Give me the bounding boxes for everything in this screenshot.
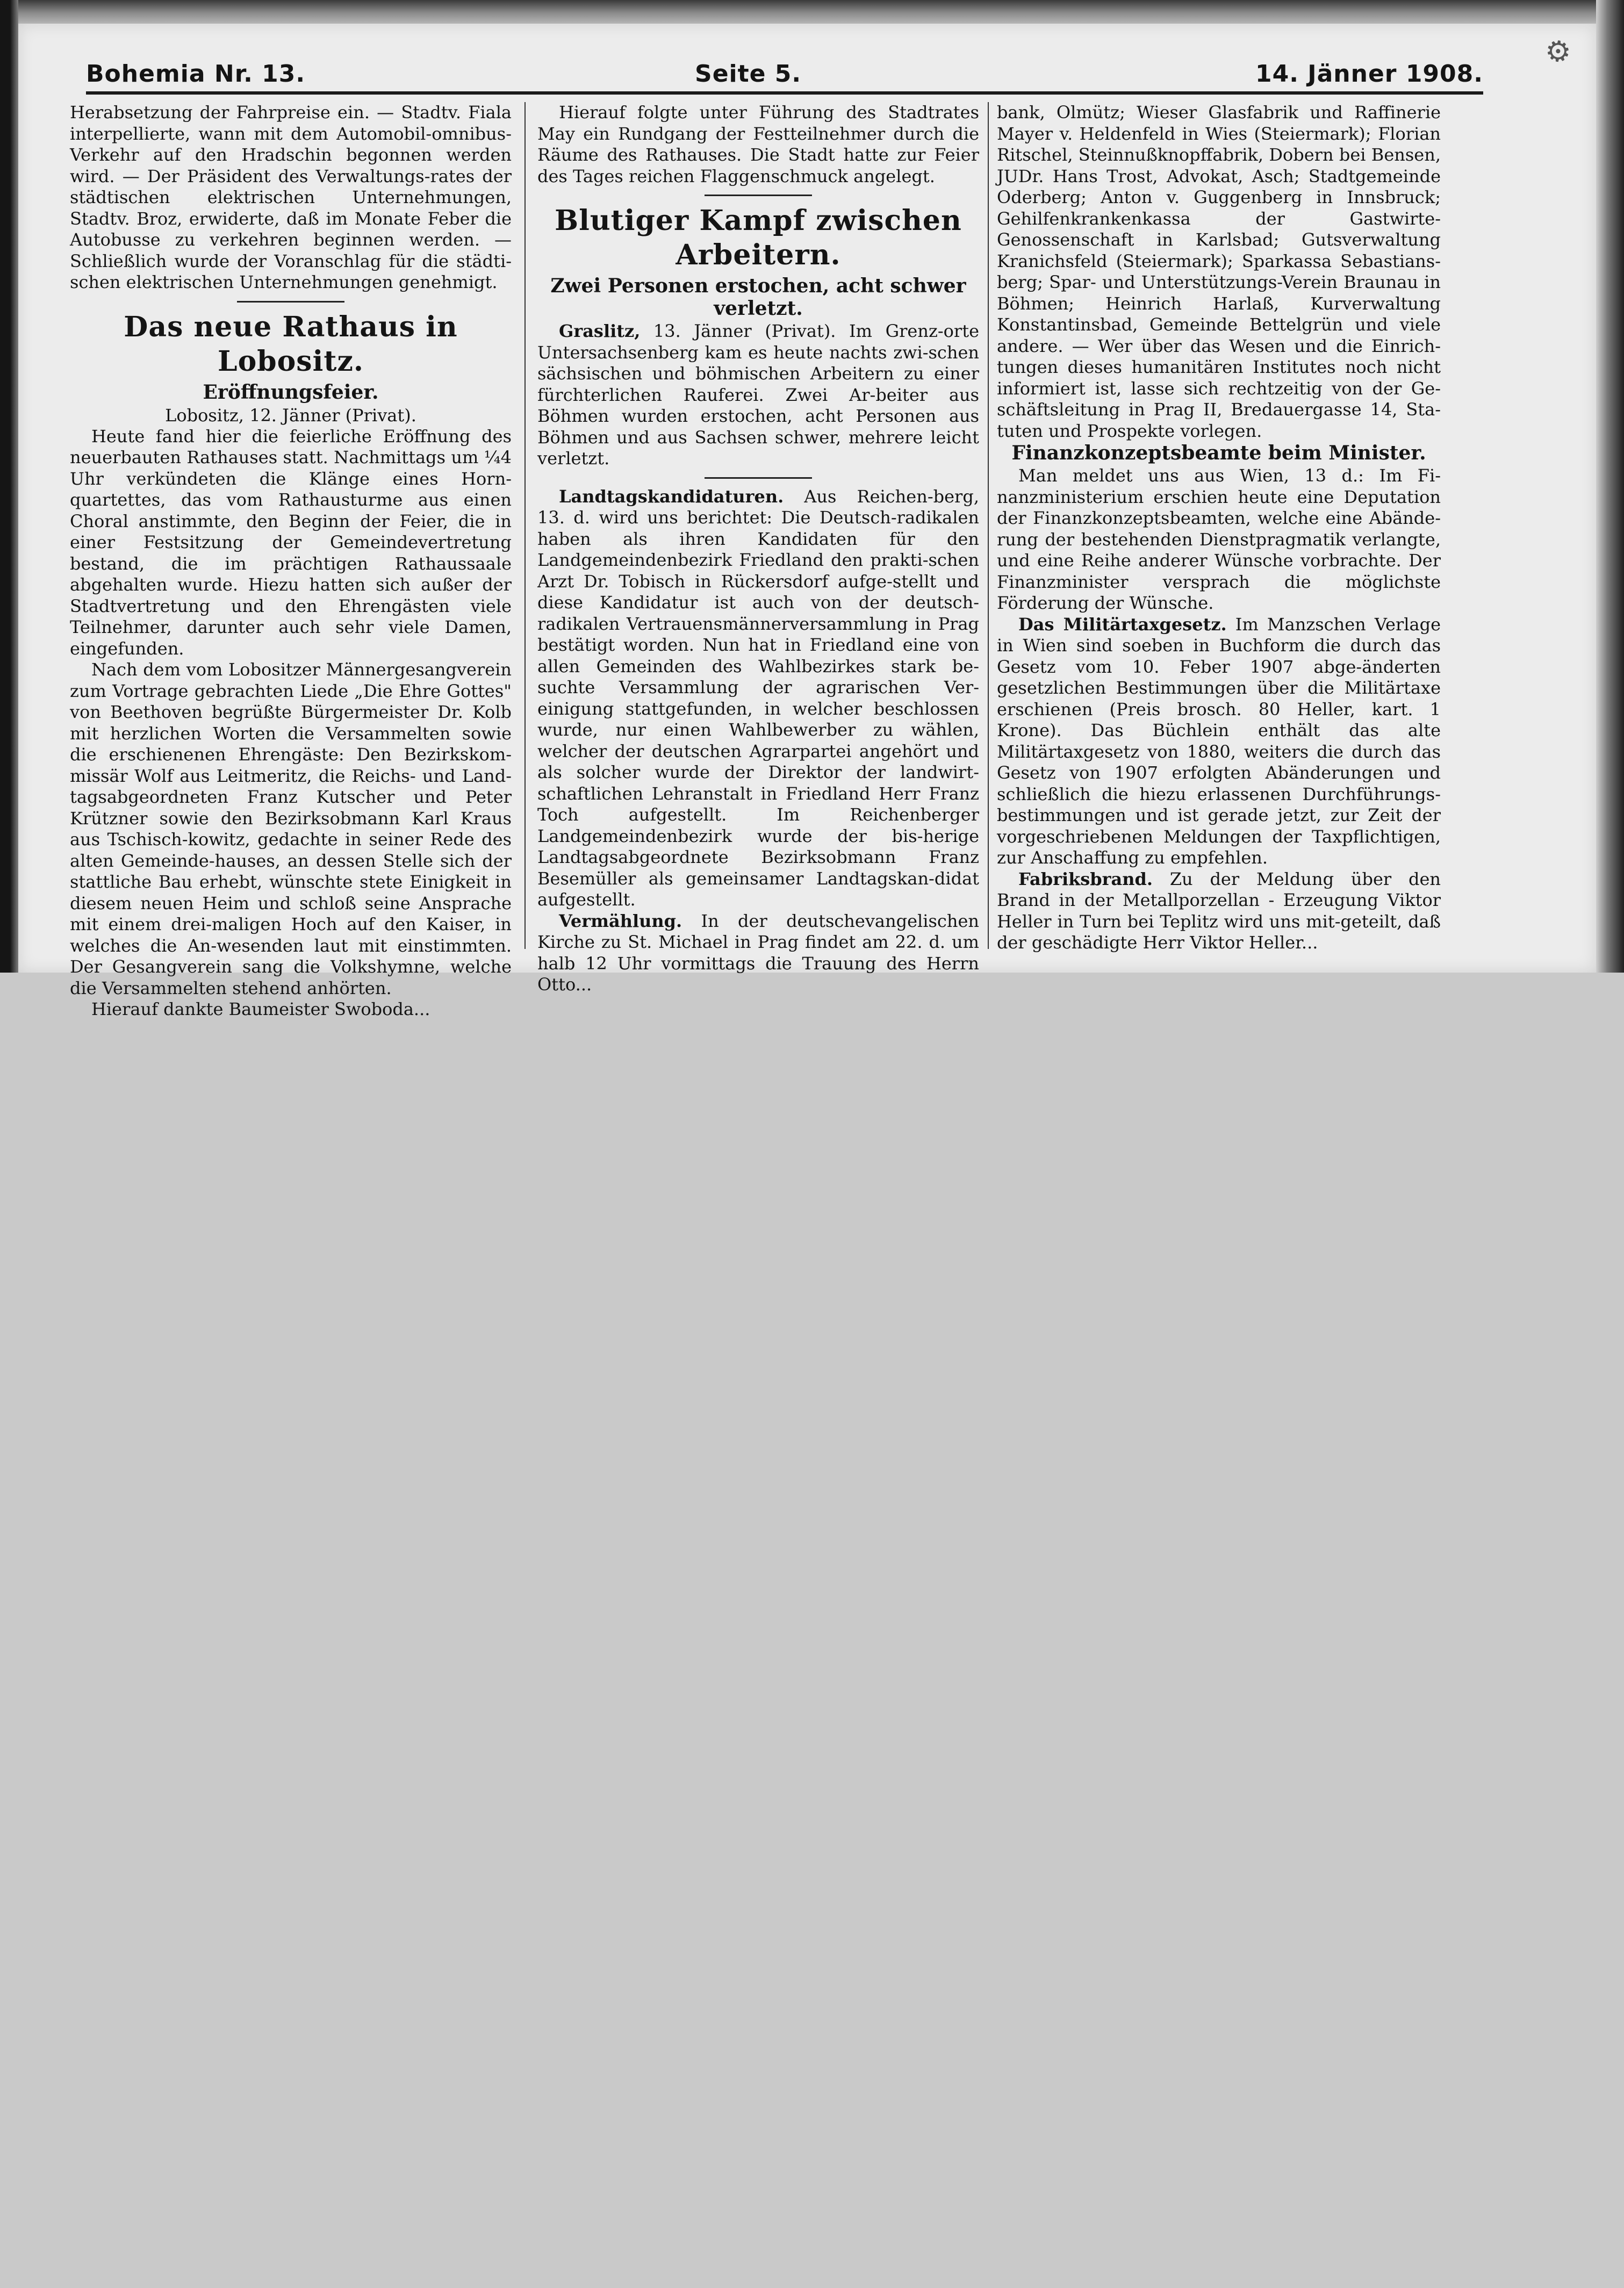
article-text: In der deutschevangelischen Kirche zu St. Michael in Prag findet am 22. d. um halb 12 Uhr vormittags die Trauung des Herrn Otto... bbox=[537, 910, 979, 995]
article-separator bbox=[237, 301, 344, 303]
article-keyword: Das Militärtaxgesetz. bbox=[1018, 614, 1227, 635]
column-3 bbox=[997, 102, 1441, 953]
column-1 bbox=[70, 102, 512, 1019]
header-date: 14. Jänner 1908. bbox=[1255, 60, 1483, 88]
article-separator bbox=[705, 477, 812, 479]
article-text: Heute fand hier die feierliche Eröffnung des neuerbauten Rathauses statt. Nachmittags um ¼4 Uhr verkündeten die Klänge eines Horn-quartettes, das vom Rathausturme aus einen Choral anstimmte, den Beginn der Feier, die in einer Festsitzung der Gemeindevertretung bestand, die im prächtigen Rathaussaale abgehalten wurde. Hiezu hatten sich außer der Stadtvertretung und den Ehrengästen viele Teilnehmer, darunter auch sehr viele Damen, eingefunden. bbox=[70, 426, 512, 659]
scan-right-edge bbox=[1596, 0, 1624, 973]
article-paragraph bbox=[537, 486, 979, 911]
column-2 bbox=[537, 102, 979, 995]
article-dateline: Lobositz, 12. Jänner (Privat). bbox=[165, 405, 416, 426]
article-subtitle: Eröffnungsfeier. bbox=[203, 380, 379, 404]
article-text: Im Manzschen Verlage in Wien sind soeben in Buchform die durch das Gesetz vom 10. Feber 1907 abge-änderten gesetzlichen Bestimmungen über die Militärtaxe erschienen (Preis brosch. 80 Heller, kart. 1 Krone). Das Büchlein enthält das alte Militärtaxgesetz von 1880, weiters die durch das Gesetz von 1907 erfolgten Abänderungen und schließlich die hiezu erlassenen Durchführungs-bestimmungen und ist gerade jetzt, zur Zeit der vorgeschriebenen Meldungen der Taxpflichtigen, zur Anschaffung zu empfehlen. bbox=[997, 614, 1441, 868]
article-keyword: Vermählung. bbox=[559, 910, 682, 931]
header-publication: Bohemia Nr. 13. bbox=[86, 60, 306, 88]
article-text: Aus Reichen-berg, 13. d. wird uns berichtet: Die Deutsch-radikalen haben als ihren Kandidaten für den Landgemeindenbezirk Friedland den prakti-schen Arzt Dr. Tobisch in Rückersdorf aufge-stellt und diese Kandidatur ist auch von der deutsch-radikalen Vertrauensmännerversammlung in Prag bestätigt worden. Nun hat in Friedland eine von allen Gemeinden des Wahlbezirkes stark be-suchte Versammlung der agrarischen Ver-einigung stattgefunden, in welcher beschlossen wurde, nur einen Wahlbewerber zu wählen, welcher der deutschen Agrarpartei angehört und als solcher wurde der Direktor der landwirt-schaftlichen Lehranstalt in Friedland Herr Franz Toch aufgestellt. Im Reichenberger Landgemeindenbezirk wurde der bis-herige Landtagsabgeordnete Bezirksobmann Franz Besemüller als gemeinsamer Landtagskan-didat aufgestellt. bbox=[537, 486, 979, 910]
article-paragraph bbox=[537, 321, 979, 470]
article-keyword: Graslitz, bbox=[559, 321, 641, 341]
article-text: 13. Jänner (Privat). Im Grenz-orte Untersachsenberg kam es heute nachts zwi-schen sächsischen und böhmischen Arbeitern zu einer fürchterlichen Rauferei. Zwei Ar-beiter aus Böhmen wurden erstochen, acht Personen aus Böhmen und aus Sachsen schwer, mehrere leicht verletzt. bbox=[537, 321, 979, 469]
article-keyword: Landtagskandidaturen. bbox=[559, 486, 784, 507]
article-paragraph bbox=[997, 869, 1441, 954]
article-text: bank, Olmütz; Wieser Glasfabrik und Raffinerie Mayer v. Heldenfeld in Wies (Steiermark); Florian Ritschel, Steinnußknopffabrik, Dobern bei Bensen, JUDr. Hans Trost, Advokat, Asch; Stadtgemeinde Oderberg; Anton v. Guggenberg in Innsbruck; Gehilfenkrankenkassa der Gastwirte-Genossenschaft in Karlsbad; Gutsverwaltung Kranichsfeld (Steiermark); Sparkassa Sebastians-berg; Spar- und Unterstützungs-Verein Braunau in Böhmen; Heinrich Harlaß, Kurverwaltung Konstantinsbad, Gemeinde Bettelgrün und viele andere. — Wer über das Wesen und die Einrich-tungen dieses humanitären Institutes noch nicht informiert ist, lasse sich rechtzeitig von der Ge-schäftsleitung in Prag II, Bredauergasse 14, Sta-tuten und Prospekte vorlegen. bbox=[997, 102, 1441, 441]
page-header bbox=[86, 60, 1483, 92]
header-page-number: Seite 5. bbox=[695, 60, 802, 88]
article-text: Hierauf folgte unter Führung des Stadtrates May ein Rundgang der Festteilnehmer durch die Räume des Rathauses. Die Stadt hatte zur Feier des Tages reichen Flaggenschmuck angelegt. bbox=[537, 102, 979, 186]
header-rule bbox=[86, 91, 1483, 95]
article-paragraph bbox=[997, 614, 1441, 869]
article-title: Finanzkonzeptsbeamte beim Minister. bbox=[1011, 442, 1426, 464]
article-paragraph bbox=[537, 911, 979, 996]
article-text: Hierauf dankte Baumeister Swoboda... bbox=[91, 999, 430, 1019]
column-divider bbox=[524, 102, 526, 949]
article-title: Blutiger Kampf zwischen Arbeitern. bbox=[555, 204, 962, 271]
article-text: Man meldet uns aus Wien, 13 d.: Im Fi-nanzministerium erschien heute eine Deputation der Finanzkonzeptsbeamten, welche eine Abände-rung der bestehenden Dienstpragmatik verlangte, und eine Reihe anderer Wünsche vorbrachte. Der Finanzminister versprach die möglichste Förderung der Wünsche. bbox=[997, 465, 1441, 613]
page-corner-icon: ⚙ bbox=[1539, 30, 1578, 73]
article-keyword: Fabriksbrand. bbox=[1018, 868, 1153, 889]
article-text: Zu der Meldung über den Brand in der Metallporzellan - Erzeugung Viktor Heller in Turn bei Teplitz wird uns mit-geteilt, daß der geschädigte Herr Viktor Heller... bbox=[997, 868, 1441, 953]
column-divider bbox=[988, 102, 989, 949]
article-title: Das neue Rathaus in Lobositz. bbox=[124, 310, 458, 378]
scan-left-edge bbox=[0, 0, 18, 973]
article-separator bbox=[705, 195, 812, 196]
article-subtitle: Zwei Personen erstochen, acht schwer verletzt. bbox=[550, 275, 966, 320]
article-text: Nach dem vom Lobositzer Männergesangverein zum Vortrage gebrachten Liede „Die Ehre Gottes" von Beethoven begrüßte Bürgermeister Dr. Kolb mit herzlichen Worten die Versammelten sowie die erschienenen Ehrengäste: Den Bezirkskom-missär Wolf aus Leitmeritz, die Reichs- und Land-tagsabgeordneten Franz Kutscher und Peter Krützner sowie den Bezirksobmann Karl Kraus aus Tschisch-kowitz, gedachte in seiner Rede des alten Gemeinde-hauses, an dessen Stelle sich der stattliche Bau erhebt, wünschte stete Einigkeit in diesem neuen Heim und schloß seine Ansprache mit einem drei-maligen Hoch auf den Kaiser, in welches die An-wesenden laut mit einstimmten. Der Gesangverein sang die Volkshymne, welche die Versammelten stehend anhörten. bbox=[70, 659, 512, 998]
article-text: Herabsetzung der Fahrpreise ein. — Stadtv. Fiala interpellierte, wann mit dem Automobil-omnibus-Verkehr auf den Hradschin begonnen werden wird. — Der Präsident des Verwaltungs-rates der städtischen elektrischen Unternehmungen, Stadtv. Broz, erwiderte, daß im Monate Feber die Autobusse zu verkehren beginnen werden. — Schließlich wurde der Voranschlag für die städti-schen elektrischen Unternehmungen genehmigt. bbox=[70, 102, 512, 292]
